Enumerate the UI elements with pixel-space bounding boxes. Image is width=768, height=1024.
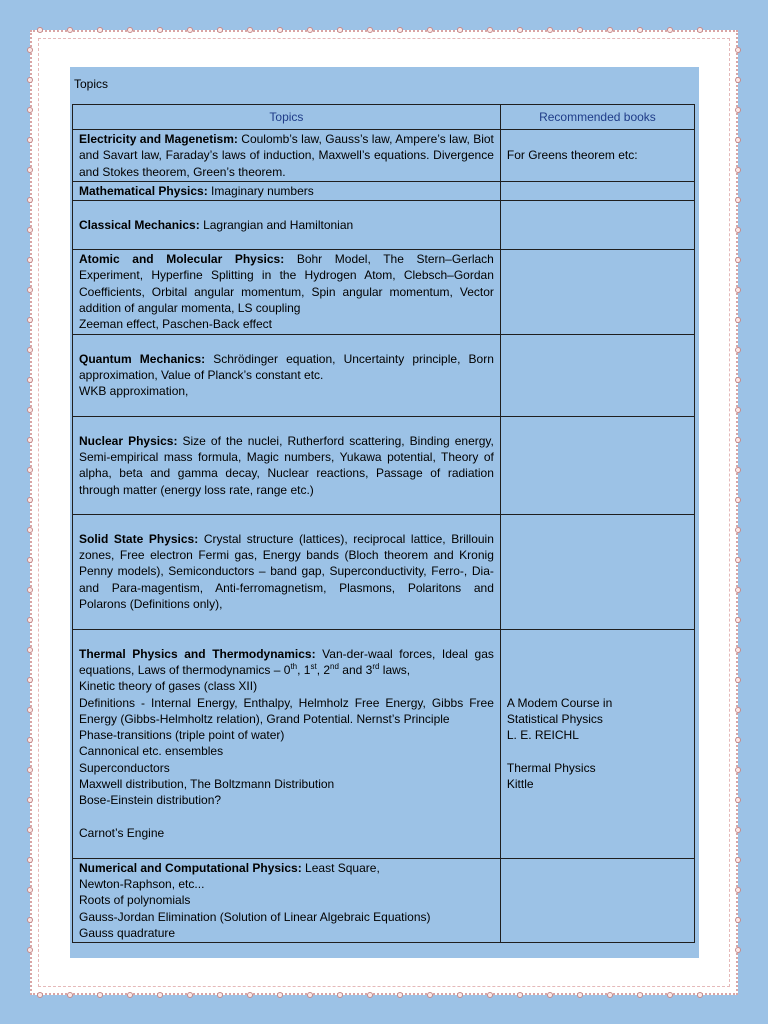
flower-ornament: [67, 27, 73, 33]
flower-ornament: [37, 992, 43, 998]
flower-ornament: [735, 707, 741, 713]
table-row: [73, 416, 695, 514]
flower-ornament: [667, 992, 673, 998]
flower-ornament: [277, 27, 283, 33]
flower-ornament: [27, 737, 33, 743]
flower-ornament: [735, 497, 741, 503]
flower-ornament: [187, 27, 193, 33]
topic-cell: [73, 250, 501, 334]
flower-ornament: [27, 767, 33, 773]
flower-ornament: [27, 917, 33, 923]
flower-ornament: [27, 377, 33, 383]
topic-line: Gauss-Jordan Elimination (Solution of Linear Algebraic Equations): [79, 909, 431, 924]
flower-ornament: [735, 47, 741, 53]
topic-body: Coulomb’s law, Gauss’s law, Ampere’s law, Biot and Savart law, Faraday’s laws of induction, Maxwell’s equations. Divergence and Stokes theorem, Green’s theorem.: [79, 132, 494, 179]
flower-ornament: [337, 992, 343, 998]
book-line: Statistical Physics: [506, 711, 603, 726]
book-cell: [500, 201, 694, 250]
table-row: [73, 629, 695, 858]
topic-cell: [73, 334, 501, 416]
flower-ornament: [27, 347, 33, 353]
flower-ornament: [735, 467, 741, 473]
flower-ornament: [217, 992, 223, 998]
topic-heading: Thermal Physics and Thermodynamics:: [79, 646, 316, 661]
flower-ornament: [735, 257, 741, 263]
flower-ornament: [157, 27, 163, 33]
topic-body: Schrödinger equation, Uncertainty principle, Born approximation, Value of Planck’s constant etc.: [79, 351, 494, 382]
flower-ornament: [735, 527, 741, 533]
flower-ornament: [735, 737, 741, 743]
flower-ornament: [667, 27, 673, 33]
flower-ornament: [735, 407, 741, 413]
topic-line: Carnot’s Engine: [79, 825, 165, 840]
flower-ornament: [67, 992, 73, 998]
flower-ornament: [637, 992, 643, 998]
flower-ornament: [27, 197, 33, 203]
flower-ornament: [27, 947, 33, 953]
page-title: Topics: [74, 77, 109, 91]
topic-body-part: laws,: [379, 662, 411, 677]
header-recommended-books: Recommended books: [500, 105, 694, 130]
flower-ornament: [547, 27, 553, 33]
book-line: Kittle: [506, 776, 534, 791]
flower-ornament: [27, 47, 33, 53]
flower-ornament: [37, 27, 43, 33]
topic-cell: [73, 201, 501, 250]
topic-cell: [73, 514, 501, 629]
flower-ornament: [735, 287, 741, 293]
flower-ornament: [397, 992, 403, 998]
topic-cell: [73, 858, 501, 942]
flower-ornament: [27, 797, 33, 803]
book-line: Thermal Physics: [506, 760, 596, 775]
flower-ornament: [27, 77, 33, 83]
table-header-row: [73, 105, 695, 130]
topic-line: Newton-Raphson, etc...: [79, 876, 205, 891]
flower-ornament: [27, 107, 33, 113]
flower-ornament: [97, 27, 103, 33]
flower-ornament: [277, 992, 283, 998]
topic-heading: Atomic and Molecular Physics:: [79, 252, 285, 267]
table-row: [73, 250, 695, 334]
topic-cell: [73, 416, 501, 514]
ordinal-suffix: rd: [372, 661, 380, 671]
flower-ornament: [27, 647, 33, 653]
flower-ornament: [187, 992, 193, 998]
flower-ornament: [247, 27, 253, 33]
flower-ornament: [337, 27, 343, 33]
book-cell: [500, 250, 694, 334]
topic-body: Lagrangian and Hamiltonian: [199, 218, 354, 233]
flower-ornament: [457, 27, 463, 33]
flower-ornament: [27, 887, 33, 893]
flower-ornament: [367, 27, 373, 33]
flower-ornament: [735, 587, 741, 593]
flower-ornament: [457, 992, 463, 998]
flower-ornament: [217, 27, 223, 33]
topic-heading: Quantum Mechanics:: [79, 351, 206, 366]
flower-ornament: [487, 27, 493, 33]
flower-ornament: [307, 992, 313, 998]
topic-line: Roots of polynomials: [79, 893, 191, 908]
topic-line: Phase-transitions (triple point of water): [79, 728, 285, 743]
topic-heading: Nuclear Physics:: [79, 433, 178, 448]
flower-ornament: [27, 467, 33, 473]
flower-ornament: [735, 857, 741, 863]
flower-ornament: [427, 27, 433, 33]
flower-ornament: [27, 527, 33, 533]
flower-ornament: [637, 27, 643, 33]
flower-ornament: [697, 27, 703, 33]
topic-body-part: and 3: [338, 662, 373, 677]
topic-cell: [73, 629, 501, 858]
table-row: [73, 201, 695, 250]
topic-cell: [73, 130, 501, 182]
flower-ornament: [127, 992, 133, 998]
flower-ornament: [367, 992, 373, 998]
flower-ornament: [697, 992, 703, 998]
flower-ornament: [27, 437, 33, 443]
topic-heading: Classical Mechanics:: [79, 218, 200, 233]
flower-ornament: [735, 167, 741, 173]
topic-line: Gauss quadrature: [79, 925, 176, 940]
topic-line: Bose-Einstein distribution?: [79, 793, 222, 808]
book-cell: [500, 629, 694, 858]
topic-body-part: , 2: [316, 662, 331, 677]
flower-ornament: [397, 27, 403, 33]
topic-extra-line: WKB approximation,: [79, 384, 189, 399]
flower-ornament: [735, 767, 741, 773]
book-line: A Modem Course in: [506, 695, 613, 710]
flower-ornament: [735, 797, 741, 803]
table-row: [73, 334, 695, 416]
flower-ornament: [27, 137, 33, 143]
flower-ornament: [27, 317, 33, 323]
flower-ornament: [27, 257, 33, 263]
flower-ornament: [27, 617, 33, 623]
topic-heading: Solid State Physics:: [79, 531, 199, 546]
topic-cell: [73, 181, 501, 200]
table-row: [73, 181, 695, 200]
topic-heading: Mathematical Physics:: [79, 183, 208, 198]
topics-table: [72, 104, 695, 943]
flower-ornament: [735, 557, 741, 563]
flower-ornament: [735, 77, 741, 83]
flower-ornament: [27, 227, 33, 233]
flower-ornament: [427, 992, 433, 998]
flower-ornament: [517, 992, 523, 998]
flower-ornament: [735, 347, 741, 353]
flower-ornament: [735, 197, 741, 203]
flower-ornament: [577, 27, 583, 33]
flower-ornament: [487, 992, 493, 998]
ordinal-suffix: th: [290, 661, 298, 671]
flower-ornament: [247, 992, 253, 998]
flower-ornament: [27, 677, 33, 683]
flower-ornament: [27, 587, 33, 593]
flower-ornament: [27, 557, 33, 563]
book-cell: [500, 334, 694, 416]
flower-ornament: [735, 437, 741, 443]
flower-ornament: [27, 407, 33, 413]
flower-ornament: [27, 857, 33, 863]
topic-line: Maxwell distribution, The Boltzmann Distribution: [79, 777, 335, 792]
book-cell: [500, 514, 694, 629]
topic-body: Imaginary numbers: [207, 183, 314, 198]
topic-body-part: , 1: [297, 662, 311, 677]
flower-ornament: [127, 27, 133, 33]
content-panel: [70, 67, 699, 958]
topic-body: Least Square,: [301, 860, 380, 875]
flower-ornament: [607, 992, 613, 998]
flower-ornament: [27, 707, 33, 713]
topic-line: Kinetic theory of gases (class XII): [79, 679, 258, 694]
topic-body: Van-der-waal forces, Ideal gas equations, Laws of thermodynamics – 0: [79, 646, 494, 677]
ordinal-suffix: nd: [330, 661, 339, 671]
header-topics: Topics: [73, 105, 501, 130]
flower-ornament: [735, 677, 741, 683]
flower-ornament: [517, 27, 523, 33]
flower-ornament: [735, 377, 741, 383]
topic-body: Bohr Model, The Stern–Gerlach Experiment, Hyperfine Splitting in the Hydrogen Atom, Clebsch–Gordan Coefficients, Orbital angular momentum, Spin angular momentum, Vector addition of angular momenta, LS coupling: [79, 252, 494, 316]
book-cell: For Greens theorem etc:: [500, 130, 694, 182]
book-cell: [500, 416, 694, 514]
flower-ornament: [735, 107, 741, 113]
flower-ornament: [735, 917, 741, 923]
topic-body: Size of the nuclei, Rutherford scattering, Binding energy, Semi-empirical mass formula, Magic numbers, Yukawa potential, Theory of alpha, beta and gamma decay, Nuclear reactions, Passage of radiation through matter (energy loss rate, range etc.): [79, 433, 494, 497]
flower-ornament: [735, 137, 741, 143]
flower-ornament: [27, 827, 33, 833]
topic-extra-line: Zeeman effect, Paschen-Back effect: [79, 317, 272, 332]
flower-ornament: [735, 827, 741, 833]
flower-ornament: [157, 992, 163, 998]
flower-ornament: [607, 27, 613, 33]
flower-ornament: [735, 887, 741, 893]
flower-ornament: [735, 617, 741, 623]
topic-line: Cannonical etc. ensembles: [79, 744, 224, 759]
book-line: L. E. REICHL: [506, 728, 579, 743]
table-row: [73, 514, 695, 629]
book-cell: [500, 181, 694, 200]
topic-heading: Numerical and Computational Physics:: [79, 860, 302, 875]
flower-ornament: [735, 227, 741, 233]
flower-ornament: [27, 497, 33, 503]
ordinal-suffix: st: [310, 661, 317, 671]
book-cell: [500, 858, 694, 942]
flower-ornament: [307, 27, 313, 33]
topic-body: Crystal structure (lattices), reciprocal lattice, Brillouin zones, Free electron Fermi gas, Energy bands (Bloch theorem and Kronig Penny models), Semiconductors – band gap, Superconductivity, Ferro-, Dia- and Para-magentism, Anti-ferromagnetism, Plasmons, Polaritons and Polarons (Definitions only),: [79, 531, 494, 611]
table-row: [73, 858, 695, 942]
flower-ornament: [547, 992, 553, 998]
flower-ornament: [735, 317, 741, 323]
topic-line: Definitions - Internal Energy, Enthalpy, Helmholz Free Energy, Gibbs Free Energy (Gibbs-Helmholtz relation), Grand Potential. Nernst’s Principle: [79, 695, 494, 726]
flower-ornament: [27, 287, 33, 293]
flower-ornament: [27, 167, 33, 173]
topic-heading: Electricity and Magenetism:: [79, 132, 238, 146]
flower-ornament: [97, 992, 103, 998]
flower-ornament: [735, 947, 741, 953]
flower-ornament: [577, 992, 583, 998]
flower-ornament: [735, 647, 741, 653]
topic-line: Superconductors: [79, 760, 170, 775]
table-row: [73, 130, 695, 182]
